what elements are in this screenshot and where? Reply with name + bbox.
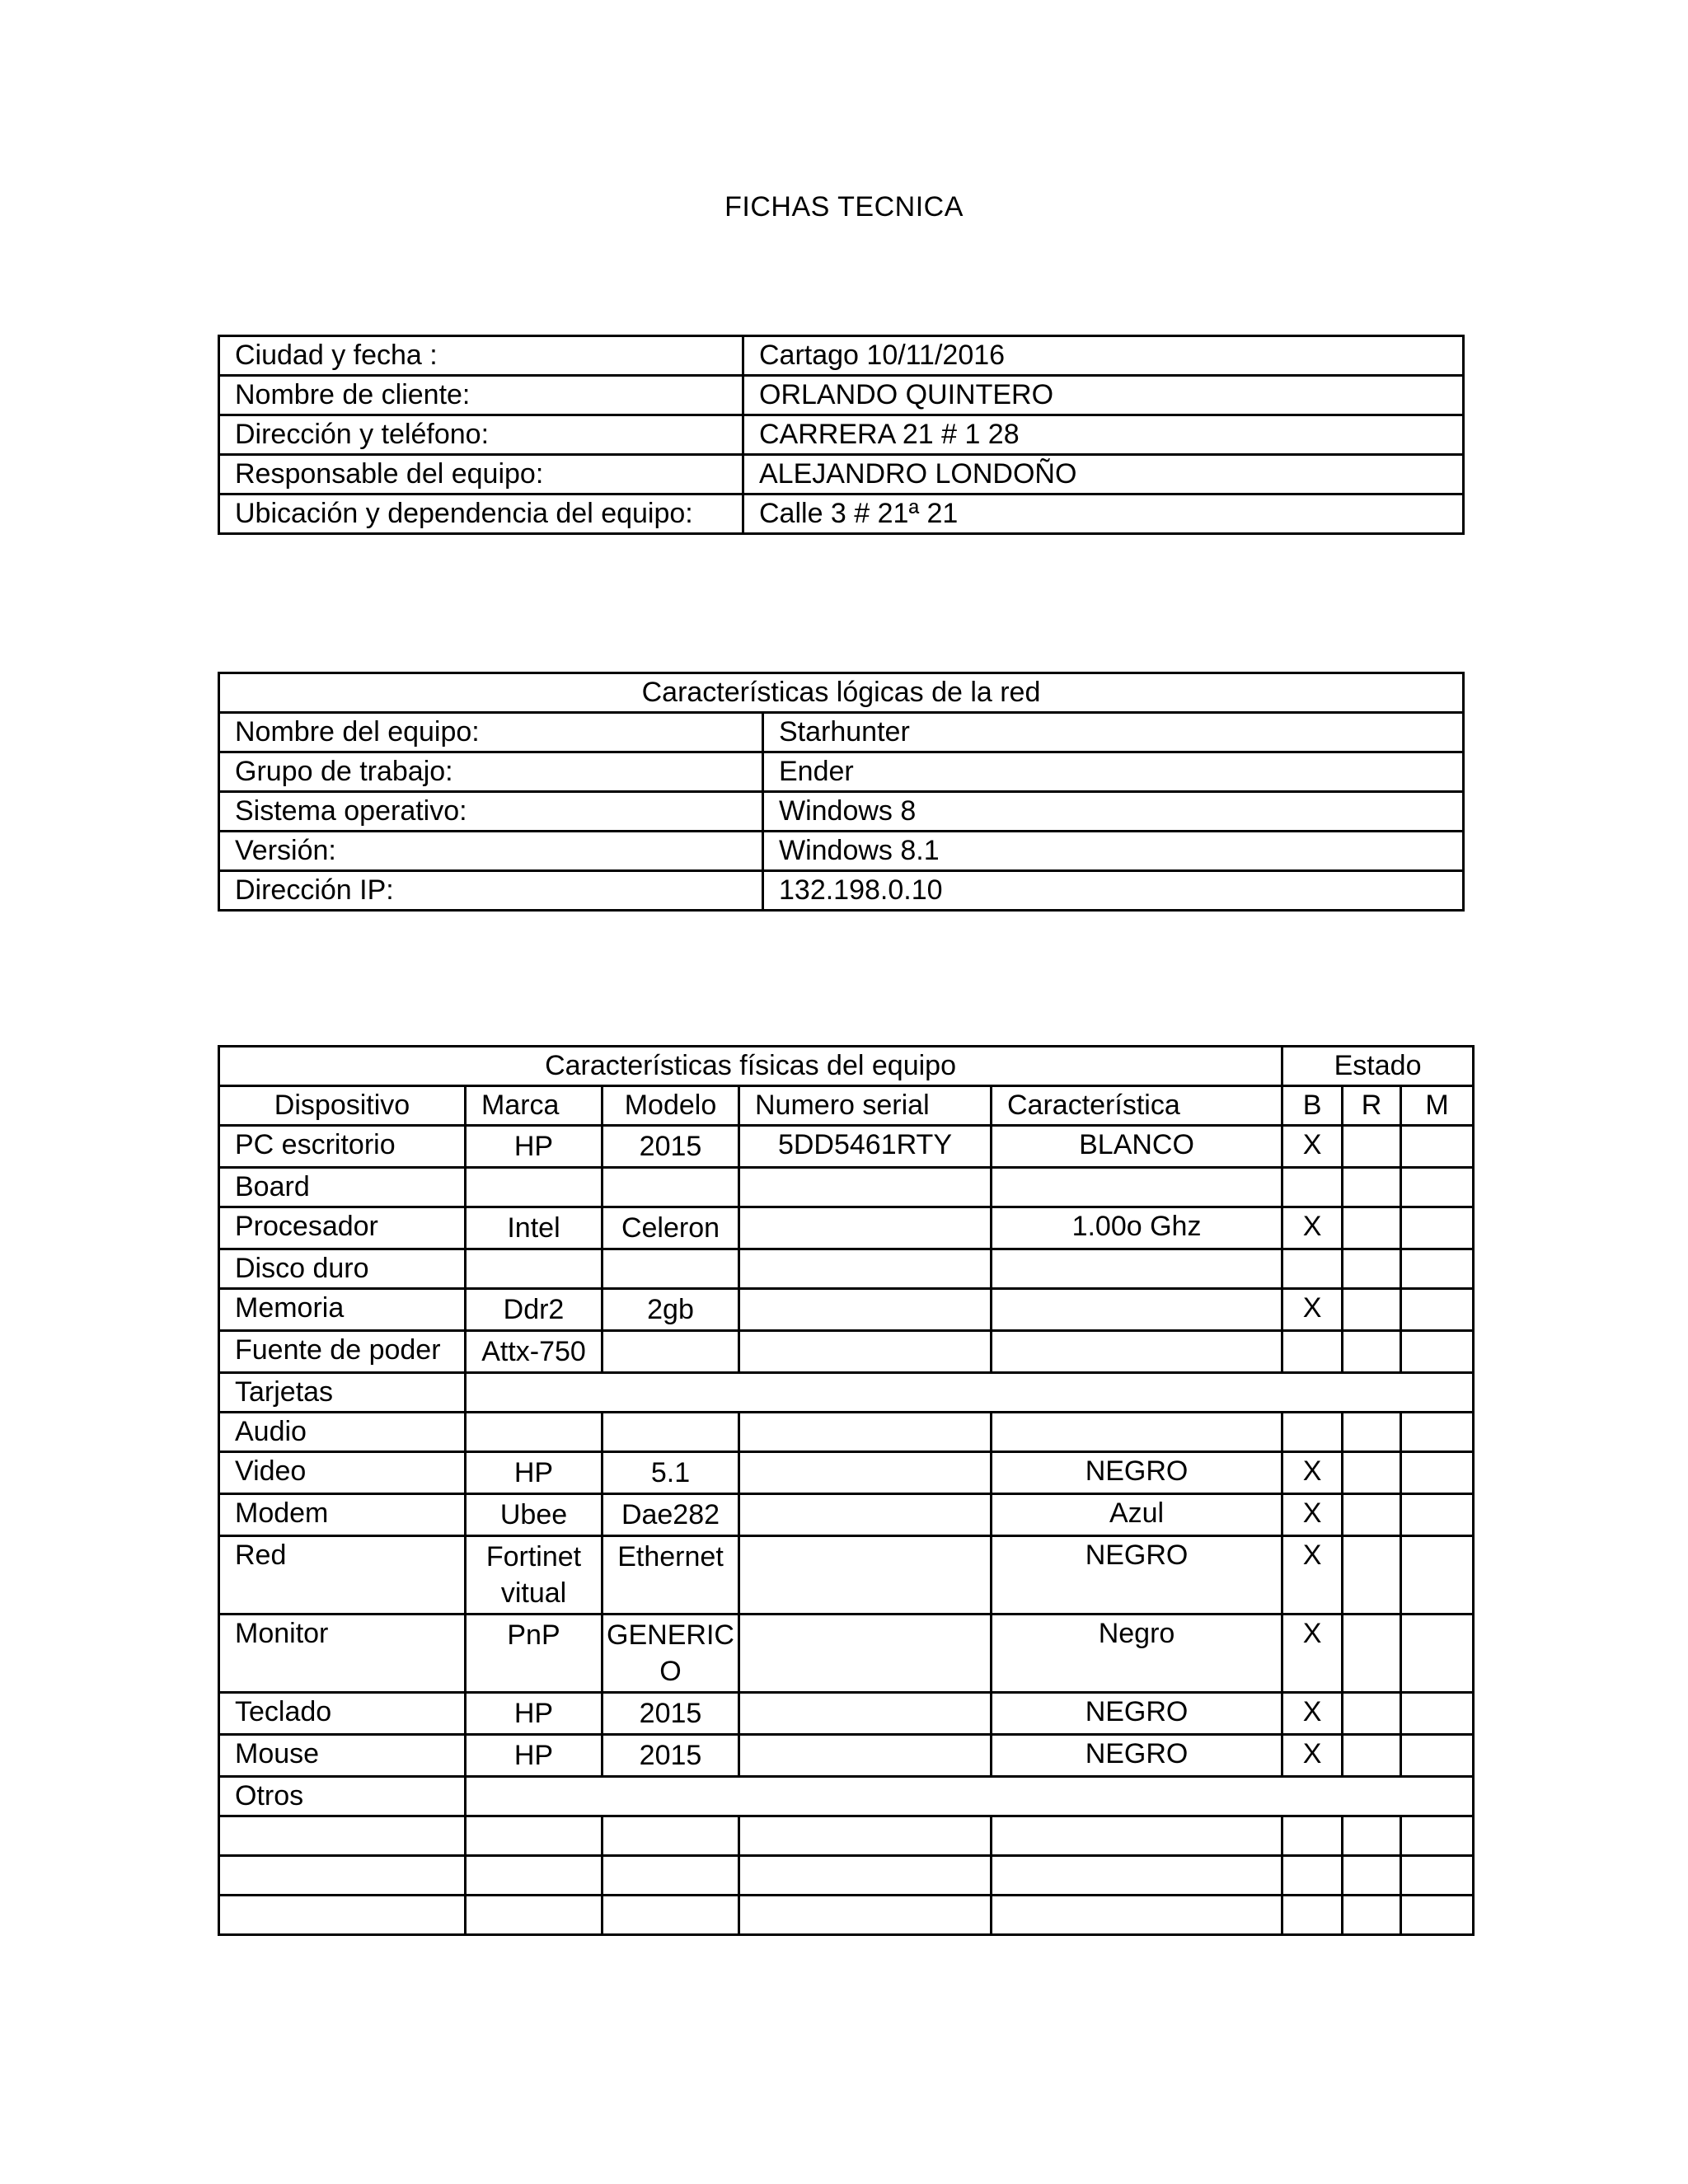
column-header-row <box>219 1086 1474 1126</box>
estado-r-cell <box>1343 1126 1401 1168</box>
estado-b-cell: X <box>1282 1735 1343 1777</box>
serial-cell: 5DD5461RTY <box>739 1126 992 1168</box>
estado-b-cell: X <box>1282 1452 1343 1494</box>
feature-cell: 1.00o Ghz <box>992 1207 1282 1249</box>
serial-cell <box>739 1615 992 1693</box>
network-label: Nombre del equipo: <box>219 713 763 752</box>
brand-cell <box>466 1168 603 1207</box>
empty-cell <box>1343 1896 1401 1935</box>
estado-m-cell <box>1401 1289 1474 1331</box>
span-cell <box>466 1373 1474 1413</box>
estado-b-cell: X <box>1282 1615 1343 1693</box>
device-row <box>219 1735 1474 1777</box>
estado-m-cell <box>1401 1249 1474 1289</box>
estado-m-cell <box>1401 1126 1474 1168</box>
column-header: Dispositivo <box>219 1086 466 1126</box>
device-cell: Teclado <box>219 1693 466 1735</box>
estado-b-cell: X <box>1282 1693 1343 1735</box>
empty-cell <box>219 1896 466 1935</box>
estado-r-cell <box>1343 1452 1401 1494</box>
device-cell: Video <box>219 1452 466 1494</box>
empty-cell <box>992 1896 1282 1935</box>
model-cell: 2015 <box>603 1126 739 1168</box>
estado-b-cell <box>1282 1331 1343 1373</box>
serial-cell <box>739 1331 992 1373</box>
column-header: Marca <box>466 1086 603 1126</box>
estado-header: Estado <box>1282 1047 1474 1086</box>
empty-cell <box>603 1856 739 1896</box>
brand-cell: Attx-750 <box>466 1331 603 1373</box>
network-value: Windows 8 <box>763 792 1464 832</box>
estado-m-cell <box>1401 1536 1474 1615</box>
estado-m-cell <box>1401 1615 1474 1693</box>
brand-cell: Ddr2 <box>466 1289 603 1331</box>
empty-cell <box>1282 1816 1343 1856</box>
device-row <box>219 1693 1474 1735</box>
feature-cell <box>992 1168 1282 1207</box>
device-cell: Tarjetas <box>219 1373 466 1413</box>
empty-cell <box>1343 1856 1401 1896</box>
physical-header: Características físicas del equipo <box>219 1047 1282 1086</box>
model-cell: Ethernet <box>603 1536 739 1615</box>
feature-cell: Azul <box>992 1494 1282 1536</box>
brand-cell: HP <box>466 1452 603 1494</box>
client-info-value: Calle 3 # 21ª 21 <box>743 494 1464 534</box>
page-title: FICHAS TECNICA <box>724 191 964 223</box>
brand-cell <box>466 1249 603 1289</box>
network-label: Dirección IP: <box>219 871 763 911</box>
device-row <box>219 1373 1474 1413</box>
empty-cell <box>603 1816 739 1856</box>
device-row <box>219 1207 1474 1249</box>
empty-cell <box>466 1856 603 1896</box>
device-row <box>219 1494 1474 1536</box>
client-info-value: CARRERA 21 # 1 28 <box>743 415 1464 455</box>
estado-r-cell <box>1343 1536 1401 1615</box>
empty-cell <box>739 1896 992 1935</box>
network-header: Características lógicas de la red <box>219 673 1464 713</box>
client-info-label: Ubicación y dependencia del equipo: <box>219 494 743 534</box>
network-row <box>219 713 1464 752</box>
empty-cell <box>466 1816 603 1856</box>
serial-cell <box>739 1413 992 1452</box>
physical-table <box>218 1045 1475 1936</box>
empty-cell <box>992 1856 1282 1896</box>
serial-cell <box>739 1452 992 1494</box>
serial-cell <box>739 1289 992 1331</box>
network-label: Grupo de trabajo: <box>219 752 763 792</box>
device-cell: Disco duro <box>219 1249 466 1289</box>
estado-r-cell <box>1343 1693 1401 1735</box>
empty-row <box>219 1896 1474 1935</box>
column-header: Modelo <box>603 1086 739 1126</box>
client-info-row <box>219 415 1464 455</box>
network-value: Ender <box>763 752 1464 792</box>
serial-cell <box>739 1536 992 1615</box>
brand-cell <box>466 1413 603 1452</box>
device-row <box>219 1777 1474 1816</box>
client-info-row <box>219 336 1464 376</box>
feature-cell: NEGRO <box>992 1536 1282 1615</box>
estado-b-cell: X <box>1282 1494 1343 1536</box>
empty-cell <box>992 1816 1282 1856</box>
feature-cell: NEGRO <box>992 1693 1282 1735</box>
device-row <box>219 1126 1474 1168</box>
brand-cell: HP <box>466 1693 603 1735</box>
model-cell <box>603 1249 739 1289</box>
client-info-label: Nombre de cliente: <box>219 376 743 415</box>
device-cell: Audio <box>219 1413 466 1452</box>
estado-r-cell <box>1343 1289 1401 1331</box>
estado-m-cell <box>1401 1452 1474 1494</box>
device-row <box>219 1168 1474 1207</box>
estado-m-cell <box>1401 1735 1474 1777</box>
empty-row <box>219 1856 1474 1896</box>
estado-r-cell <box>1343 1249 1401 1289</box>
brand-cell: HP <box>466 1126 603 1168</box>
device-cell: Board <box>219 1168 466 1207</box>
empty-cell <box>466 1896 603 1935</box>
column-header: R <box>1343 1086 1401 1126</box>
client-info-value: ORLANDO QUINTERO <box>743 376 1464 415</box>
empty-cell <box>1401 1856 1474 1896</box>
estado-b-cell <box>1282 1413 1343 1452</box>
device-cell: Otros <box>219 1777 466 1816</box>
feature-cell: BLANCO <box>992 1126 1282 1168</box>
empty-cell <box>1401 1896 1474 1935</box>
empty-cell <box>1343 1816 1401 1856</box>
brand-cell: PnP <box>466 1615 603 1693</box>
feature-cell <box>992 1289 1282 1331</box>
feature-cell <box>992 1249 1282 1289</box>
model-cell: 2015 <box>603 1693 739 1735</box>
device-cell: Procesador <box>219 1207 466 1249</box>
client-info-row <box>219 455 1464 494</box>
device-cell: Fuente de poder <box>219 1331 466 1373</box>
client-info-value: ALEJANDRO LONDOÑO <box>743 455 1464 494</box>
estado-b-cell: X <box>1282 1536 1343 1615</box>
network-value: Windows 8.1 <box>763 832 1464 871</box>
model-cell: 5.1 <box>603 1452 739 1494</box>
device-cell: Monitor <box>219 1615 466 1693</box>
model-cell: GENERIC O <box>603 1615 739 1693</box>
empty-cell <box>603 1896 739 1935</box>
network-value: 132.198.0.10 <box>763 871 1464 911</box>
estado-b-cell: X <box>1282 1289 1343 1331</box>
network-info-table <box>218 672 1465 912</box>
network-label: Versión: <box>219 832 763 871</box>
model-cell: 2gb <box>603 1289 739 1331</box>
device-row <box>219 1289 1474 1331</box>
device-cell: PC escritorio <box>219 1126 466 1168</box>
network-row <box>219 871 1464 911</box>
network-header-row <box>219 673 1464 713</box>
serial-cell <box>739 1207 992 1249</box>
column-header: M <box>1401 1086 1474 1126</box>
model-cell <box>603 1413 739 1452</box>
feature-cell: Negro <box>992 1615 1282 1693</box>
estado-b-cell <box>1282 1249 1343 1289</box>
device-row <box>219 1331 1474 1373</box>
client-info-row <box>219 494 1464 534</box>
span-cell <box>466 1777 1474 1816</box>
client-info-label: Dirección y teléfono: <box>219 415 743 455</box>
column-header: Numero serial <box>739 1086 992 1126</box>
column-header: Característica <box>992 1086 1282 1126</box>
network-row <box>219 792 1464 832</box>
device-row <box>219 1249 1474 1289</box>
device-cell: Memoria <box>219 1289 466 1331</box>
serial-cell <box>739 1249 992 1289</box>
model-cell: 2015 <box>603 1735 739 1777</box>
estado-b-cell <box>1282 1168 1343 1207</box>
estado-m-cell <box>1401 1207 1474 1249</box>
brand-cell: HP <box>466 1735 603 1777</box>
device-cell: Red <box>219 1536 466 1615</box>
device-row <box>219 1615 1474 1693</box>
network-value: Starhunter <box>763 713 1464 752</box>
device-row <box>219 1536 1474 1615</box>
estado-b-cell: X <box>1282 1126 1343 1168</box>
empty-cell <box>739 1856 992 1896</box>
brand-cell: Ubee <box>466 1494 603 1536</box>
network-row <box>219 752 1464 792</box>
feature-cell: NEGRO <box>992 1452 1282 1494</box>
client-info-label: Ciudad y fecha : <box>219 336 743 376</box>
client-info-table <box>218 335 1465 535</box>
estado-r-cell <box>1343 1207 1401 1249</box>
estado-r-cell <box>1343 1331 1401 1373</box>
estado-m-cell <box>1401 1413 1474 1452</box>
estado-m-cell <box>1401 1693 1474 1735</box>
model-cell: Celeron <box>603 1207 739 1249</box>
network-row <box>219 832 1464 871</box>
brand-cell: Intel <box>466 1207 603 1249</box>
device-row <box>219 1413 1474 1452</box>
estado-b-cell: X <box>1282 1207 1343 1249</box>
empty-cell <box>739 1816 992 1856</box>
estado-m-cell <box>1401 1494 1474 1536</box>
empty-cell <box>1282 1896 1343 1935</box>
feature-cell <box>992 1331 1282 1373</box>
serial-cell <box>739 1735 992 1777</box>
serial-cell <box>739 1168 992 1207</box>
client-info-row <box>219 376 1464 415</box>
estado-m-cell <box>1401 1168 1474 1207</box>
empty-row <box>219 1816 1474 1856</box>
device-row <box>219 1452 1474 1494</box>
serial-cell <box>739 1494 992 1536</box>
model-cell <box>603 1168 739 1207</box>
estado-r-cell <box>1343 1615 1401 1693</box>
estado-r-cell <box>1343 1413 1401 1452</box>
feature-cell: NEGRO <box>992 1735 1282 1777</box>
estado-r-cell <box>1343 1494 1401 1536</box>
client-info-value: Cartago 10/11/2016 <box>743 336 1464 376</box>
device-cell: Mouse <box>219 1735 466 1777</box>
physical-header-row <box>219 1047 1474 1086</box>
model-cell: Dae282 <box>603 1494 739 1536</box>
empty-cell <box>1401 1816 1474 1856</box>
column-header: B <box>1282 1086 1343 1126</box>
estado-r-cell <box>1343 1168 1401 1207</box>
empty-cell <box>219 1816 466 1856</box>
empty-cell <box>1282 1856 1343 1896</box>
feature-cell <box>992 1413 1282 1452</box>
estado-r-cell <box>1343 1735 1401 1777</box>
estado-m-cell <box>1401 1331 1474 1373</box>
network-label: Sistema operativo: <box>219 792 763 832</box>
model-cell <box>603 1331 739 1373</box>
empty-cell <box>219 1856 466 1896</box>
client-info-label: Responsable del equipo: <box>219 455 743 494</box>
serial-cell <box>739 1693 992 1735</box>
brand-cell: Fortinet vitual <box>466 1536 603 1615</box>
device-cell: Modem <box>219 1494 466 1536</box>
